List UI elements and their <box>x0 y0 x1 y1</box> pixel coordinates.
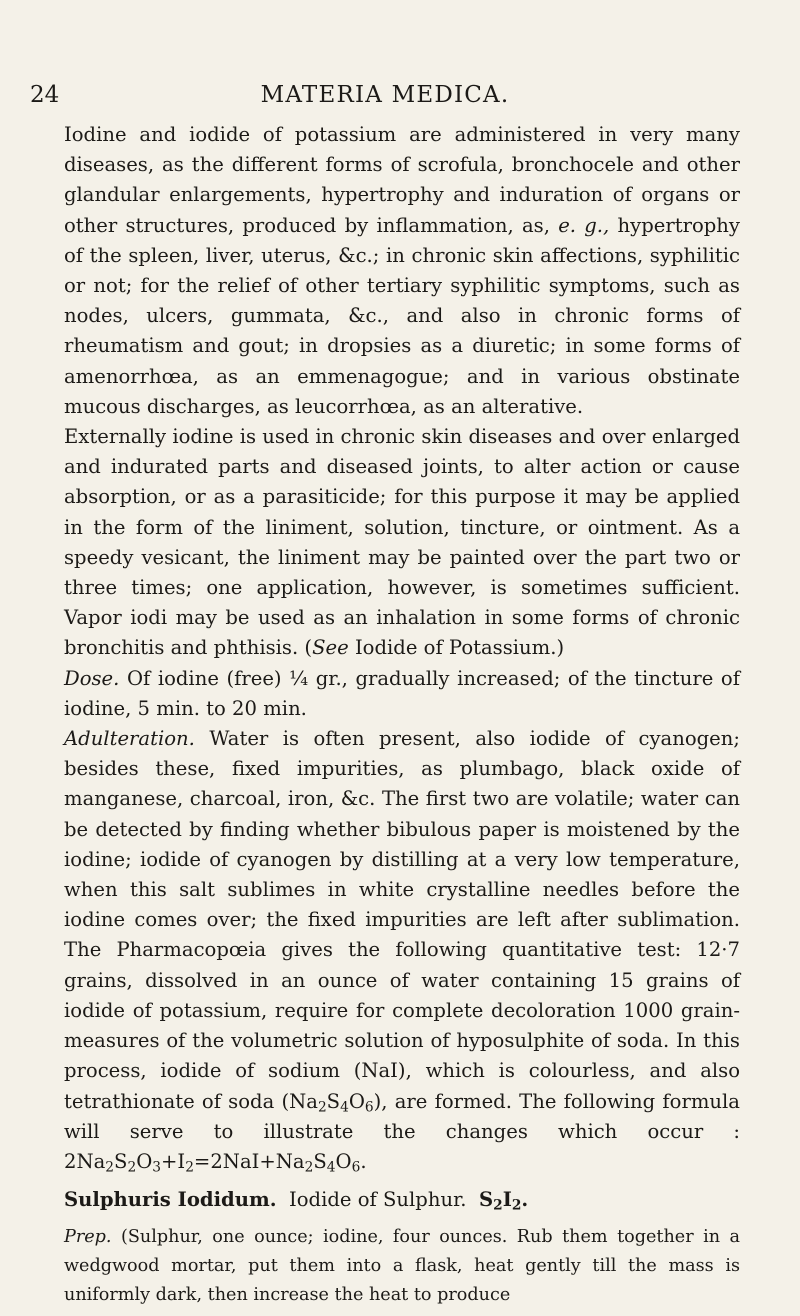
prep-label: Prep. <box>64 1227 112 1248</box>
paragraph-adulteration: Adulteration. Water is often present, also iodide of cyanogen; besides these, fixed impurities, as plumbago, black oxide of manganese, charcoal, iron, &c. The first two are volatile; water can be detected by finding whether bibulous paper is moistened by the iodine; iodide of cyanogen by distilling at a very low temperature, when this salt sublimes in white crystalline needles before the iodine comes over; the fixed impurities are left after sublimation. The Pharmacopœia gives the following quantitative test: 12·7 grains, dissolved in an ounce of water containing 15 grains of iodide of potassium, require for complete decoloration 1000 grain-measures of the volumetric solution of hyposulphite of soda. In this process, iodide of sodium (NaI), which is colourless, and also tetrathionate of soda $(Na_2S_4O_6)$, are formed. The following formula will serve to illustrate the changes which occur : $2Na_2S_2O_3+I_2=2NaI+Na_2S_4O_6$. <box>64 727 740 1176</box>
sulphur-heading <box>64 1185 740 1215</box>
paragraph-uses: Iodine and iodide of potassium are administered in very many diseases, as the different forms of scrofula, bronchocele and other glandular enlargements, hypertrophy and induration of organs or other structures, produced by inflammation, as, e. g., hypertrophy of the spleen, liver, uterus, &c.; in chronic skin affections, syphilitic or not; for the relief of other tertiary syphilitic symptoms, such as nodes, ulcers, gummata, &c., and also in chronic forms of rheumatism and gout; in dropsies as a diuretic; in some forms of amenorrhœa, as an emmenagogue; and in various obstinate mucous discharges, as leucorrhœa, as an alterative. <box>64 123 740 418</box>
sulphur-title: Sulphuris Iodidum. <box>64 1188 277 1212</box>
page-number: 24 <box>30 82 60 108</box>
sulphur-formula: $S_2I_2$. <box>479 1188 529 1214</box>
adulteration-label: Adulteration. <box>64 727 195 751</box>
running-title: MATERIA MEDICA. <box>260 82 510 108</box>
dose-label: Dose. <box>64 666 120 690</box>
paragraph-prep: Prep. (Sulphur, one ounce; iodine, four ounces. Rub them together in a wedgwood mortar, put them into a flask, heat gently till the mass is uniformly dark, then increase the heat to produce <box>64 1227 740 1306</box>
sulphur-name: Iodide of Sulphur. <box>289 1188 467 1212</box>
body-text <box>64 120 740 1310</box>
page-header <box>30 82 740 112</box>
paragraph-dose: Dose. Of iodine (free) ¼ gr., gradually increased; of the tincture of iodine, 5 min. to 20 min. <box>64 666 740 720</box>
paragraph-external: Externally iodine is used in chronic skin diseases and over enlarged and indurated parts and diseased joints, to alter action or cause absorption, or as a parasiticide; for this purpose it may be applied in the form of the liniment, solution, tincture, or ointment. As a speedy vesicant, the liniment may be painted over the part two or three times; one application, however, is sometimes sufficient. Vapor iodi may be used as an inhalation in some forms of chronic bronchitis and phthisis. (See Iodide of Potassium.) <box>64 425 740 660</box>
